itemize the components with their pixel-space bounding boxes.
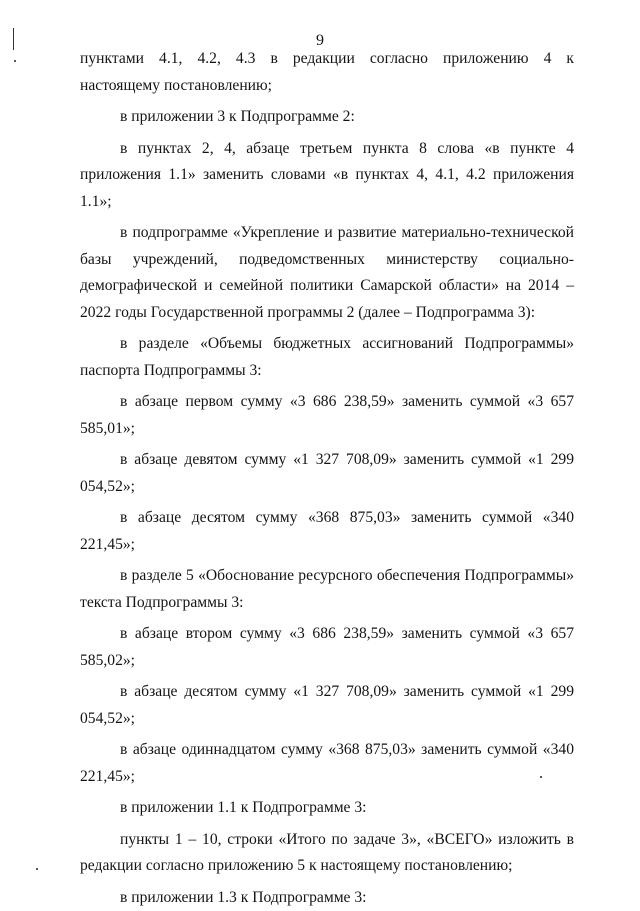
paragraph: в пунктах 2, 4, абзаце третьем пункта 8 слова «в пункте 4 приложения 1.1» заменить словами «в пунктах 4, 4.1, 4.2 приложения 1.1»; bbox=[80, 136, 574, 216]
page-number: 9 bbox=[0, 32, 640, 50]
paragraph: в абзаце первом сумму «3 686 238,59» заменить суммой «3 657 585,01»; bbox=[80, 389, 574, 442]
paragraph-line: настоящему постановлению; bbox=[80, 73, 574, 100]
paragraph: пункты 1 – 10, строки «Итого по задаче 3», «ВСЕГО» изложить в редакции согласно приложению 5 к настоящему постановлению; bbox=[80, 827, 574, 880]
paragraph: в абзаце десятом сумму «368 875,03» заменить суммой «340 221,45»; bbox=[80, 505, 574, 558]
paragraph-line: пунктами 4.1, 4.2, 4.3 в редакции согласно приложению 4 к bbox=[80, 46, 574, 73]
paragraph: в приложении 1.1 к Подпрограмме 3: bbox=[80, 795, 574, 822]
paragraph: в абзаце девятом сумму «1 327 708,09» заменить суммой «1 299 054,52»; bbox=[80, 447, 574, 500]
paragraph: в приложении 3 к Подпрограмме 2: bbox=[80, 104, 574, 131]
paragraph: в разделе 5 «Обоснование ресурсного обеспечения Подпрограммы» текста Подпрограммы 3: bbox=[80, 563, 574, 616]
paragraph: в абзаце одиннадцатом сумму «368 875,03» заменить суммой «340 221,45»; bbox=[80, 737, 574, 790]
paragraph: в разделе «Объемы бюджетных ассигнований Подпрограммы» паспорта Подпрограммы 3: bbox=[80, 331, 574, 384]
paragraph: в подпрограмме «Укрепление и развитие материально-технической базы учреждений, подведомственных министерству социально-демографической и семейной политики Самарской области» на 2014 – 2022 годы Государственной программы 2 (далее – Подпрограмма 3): bbox=[80, 220, 574, 326]
document-body bbox=[80, 46, 574, 911]
scan-speck bbox=[14, 60, 16, 62]
paragraph: в абзаце десятом сумму «1 327 708,09» заменить суммой «1 299 054,52»; bbox=[80, 679, 574, 732]
scan-speck bbox=[36, 868, 38, 870]
paragraph: в приложении 1.3 к Подпрограмме 3: bbox=[80, 885, 574, 911]
paragraph: в абзаце втором сумму «3 686 238,59» заменить суммой «3 657 585,02»; bbox=[80, 621, 574, 674]
